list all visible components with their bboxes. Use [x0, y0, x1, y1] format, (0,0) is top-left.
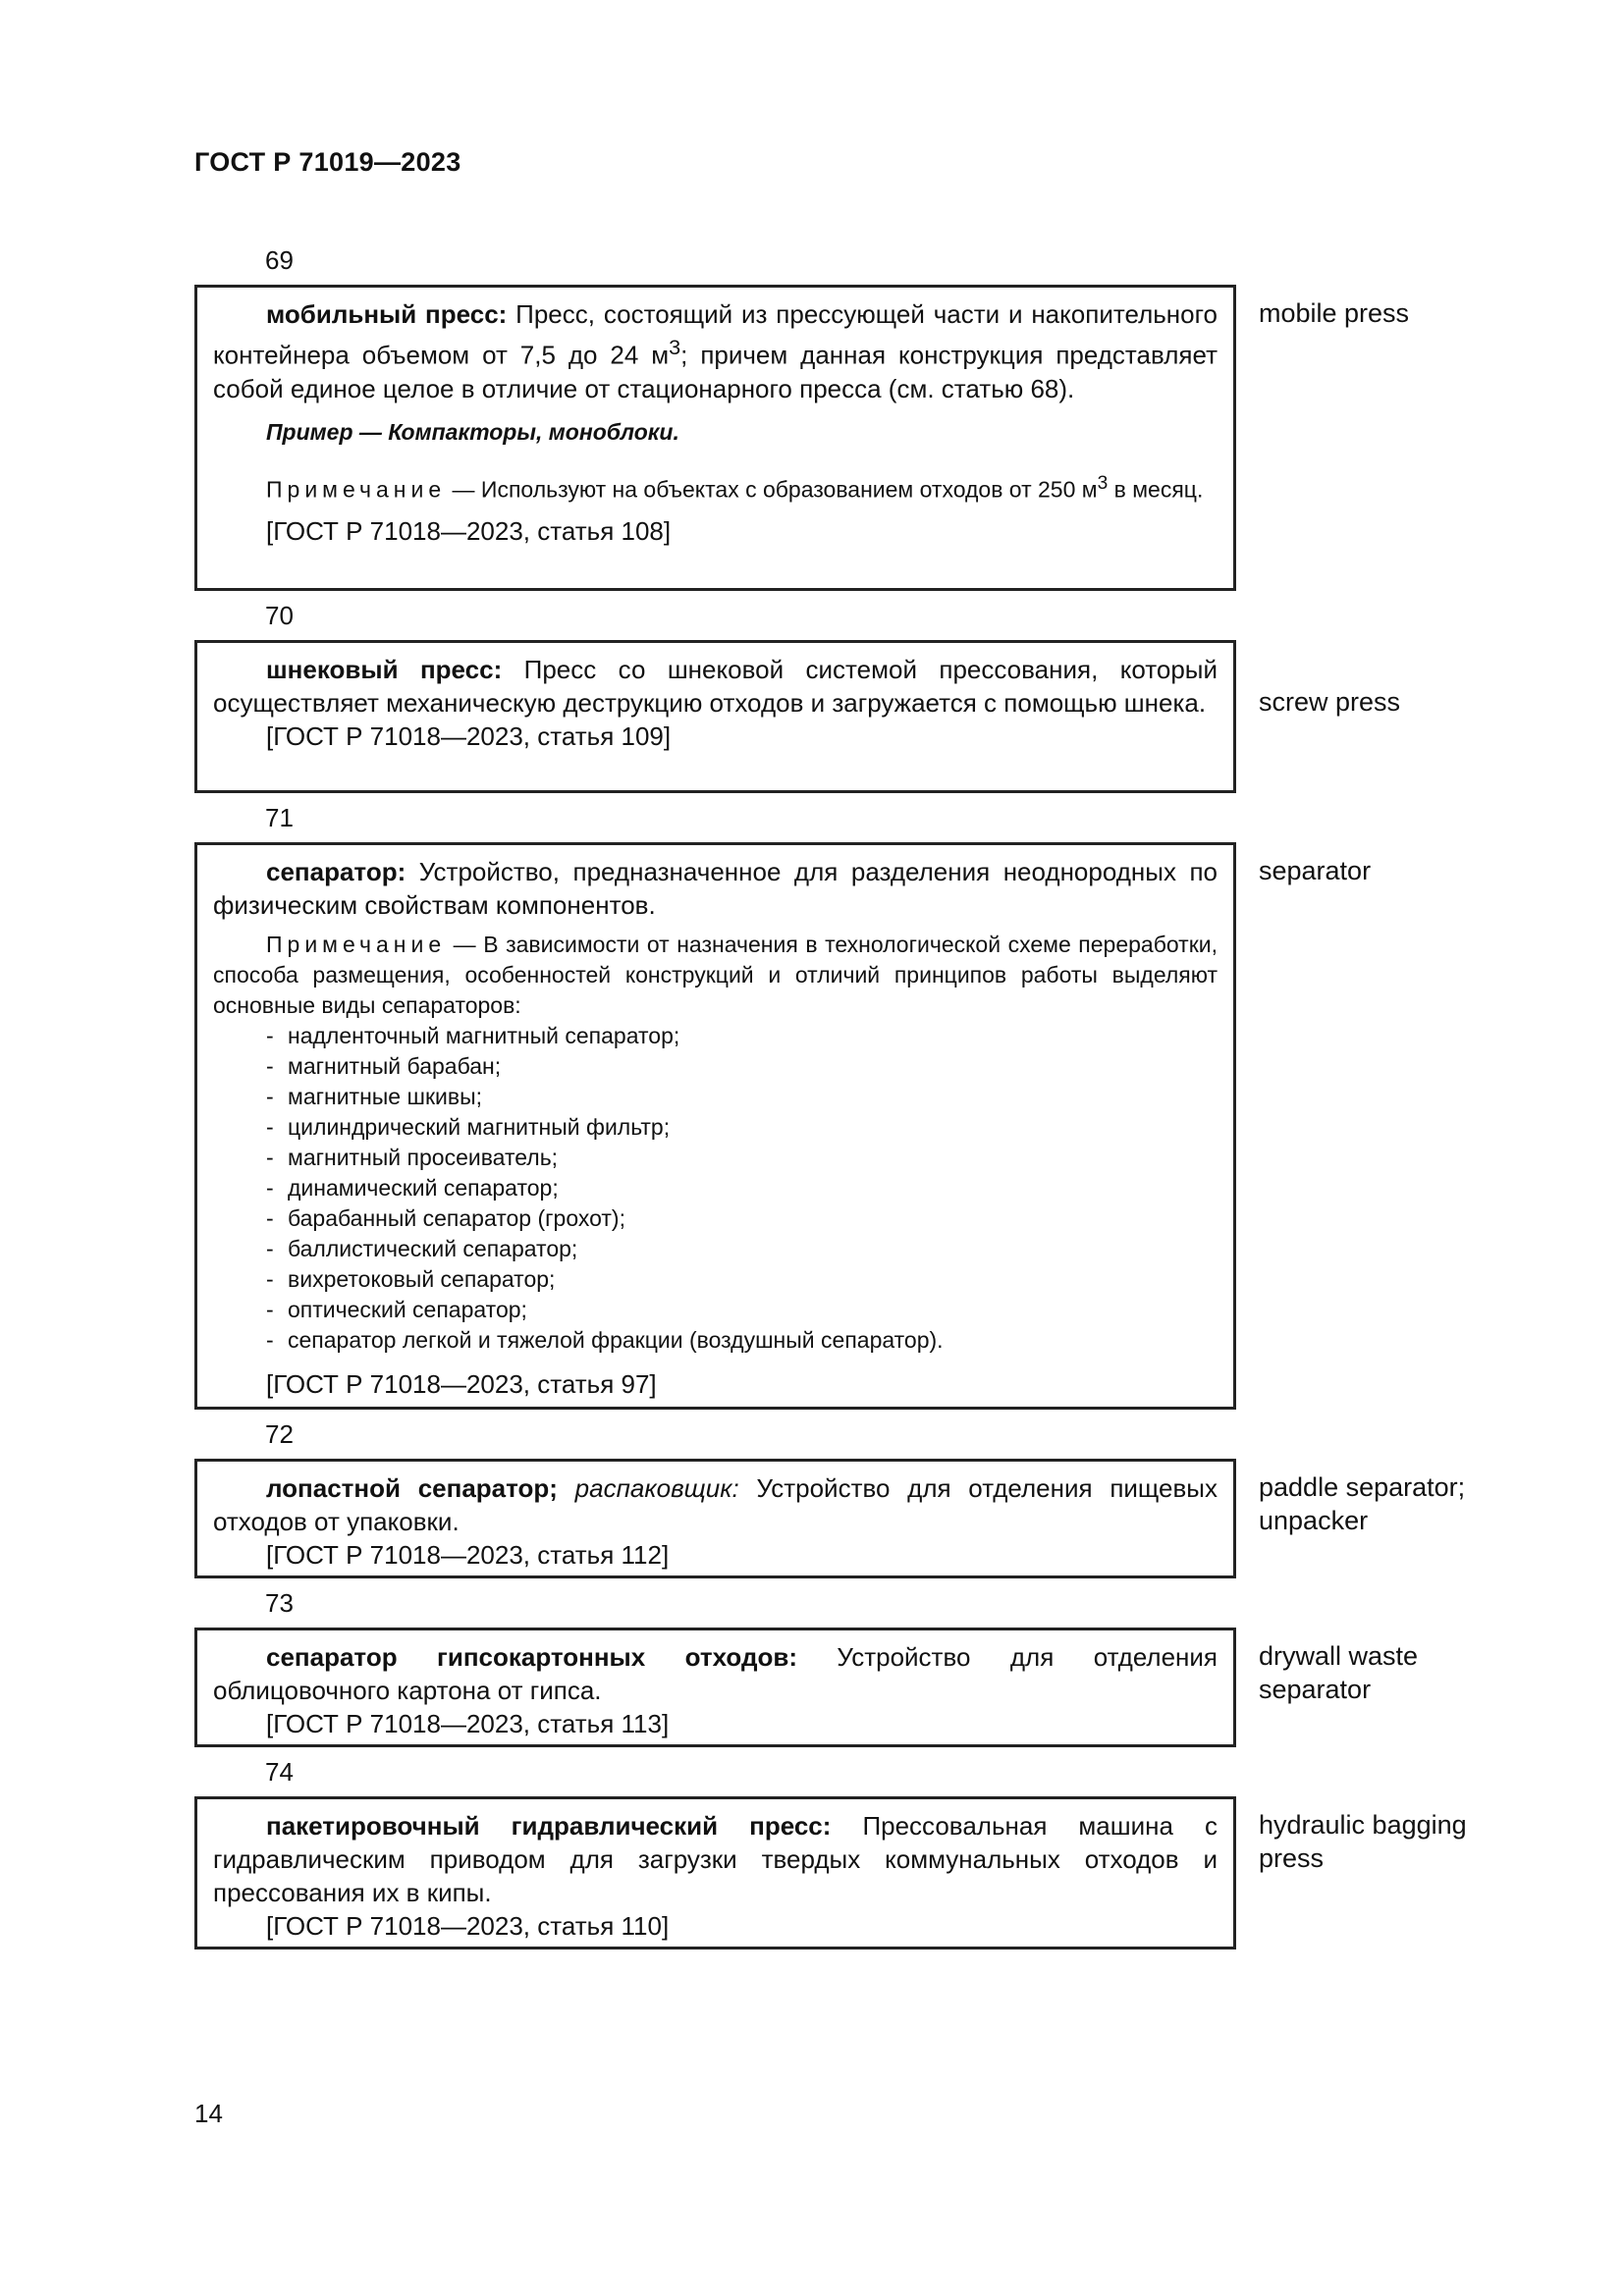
- term: сепаратор:: [266, 857, 406, 886]
- english-term: mobile press: [1259, 298, 1410, 328]
- term-box-69: [194, 285, 1236, 591]
- term: мобильный пресс:: [266, 299, 508, 329]
- list-item: - сепаратор легкой и тяжелой фракции (воздушный сепаратор).: [266, 1325, 1218, 1356]
- example: Пример — Компакторы, моноблоки.: [266, 418, 679, 445]
- english-term: paddle separator; unpacker: [1259, 1472, 1466, 1535]
- document-header: ГОСТ Р 71019—2023: [194, 147, 461, 177]
- list-item: - магнитные шкивы;: [266, 1082, 1218, 1112]
- definition: лопастной сепаратор; распаковщик: Устройство для отделения пищевых отходов от упаковки.: [213, 1473, 1218, 1536]
- list-item: - барабанный сепаратор (грохот);: [266, 1203, 1218, 1234]
- separator-types-list: [213, 1021, 1218, 1356]
- list-item: - динамический сепаратор;: [266, 1173, 1218, 1203]
- english-term: hydraulic bagging press: [1259, 1810, 1467, 1873]
- note: Примечание — Используют на объектах с образованием отходов от 250 $м^3$ в месяц.: [266, 472, 1204, 503]
- list-item: - магнитный барабан;: [266, 1051, 1218, 1082]
- definition: шнековый пресс: Пресс со шнековой системой прессования, который осуществляет механическую деструкцию отходов и загружается с помощью шнека.: [213, 655, 1218, 718]
- entry-number: 74: [265, 1757, 294, 1787]
- term-box-74: [194, 1796, 1236, 1949]
- reference: [ГОСТ Р 71018—2023, статья 113]: [266, 1709, 670, 1738]
- list-item: - магнитный просеиватель;: [266, 1143, 1218, 1173]
- note: Примечание — В зависимости от назначения в технологической схеме переработки, способа размещения, особенностей конструкций и отличий принципов работы выделяют основные виды сепараторов:: [213, 932, 1218, 1018]
- entry-number: 69: [265, 245, 294, 275]
- page-number: 14: [194, 2099, 223, 2128]
- reference: [ГОСТ Р 71018—2023, статья 109]: [266, 721, 672, 751]
- entry-number: 70: [265, 601, 294, 630]
- list-item: - баллистический сепаратор;: [266, 1234, 1218, 1264]
- entry-number: 71: [265, 803, 294, 832]
- term: пакетировочный гидравлический пресс:: [266, 1811, 832, 1841]
- term: сепаратор гипсокартонных отходов:: [266, 1642, 797, 1672]
- entry-number: 72: [265, 1419, 294, 1449]
- definition: пакетировочный гидравлический пресс: Прессовальная машина с гидравлическим приводом для загрузки твердых коммунальных отходов и прессования их в кипы.: [213, 1811, 1218, 1907]
- term: лопастной сепаратор;: [266, 1473, 558, 1503]
- list-item: - надленточный магнитный сепаратор;: [266, 1021, 1218, 1051]
- list-item: - вихретоковый сепаратор;: [266, 1264, 1218, 1295]
- entry-number: 73: [265, 1588, 294, 1618]
- reference: [ГОСТ Р 71018—2023, статья 110]: [266, 1911, 670, 1941]
- definition: сепаратор: Устройство, предназначенное для разделения неоднородных по физическим свойствам компонентов.: [213, 857, 1218, 920]
- reference: [ГОСТ Р 71018—2023, статья 108]: [266, 516, 672, 547]
- reference: [ГОСТ Р 71018—2023, статья 112]: [266, 1540, 670, 1570]
- term: шнековый пресс:: [266, 655, 503, 684]
- english-term: drywall waste separator: [1259, 1641, 1419, 1704]
- list-item: - оптический сепаратор;: [266, 1295, 1218, 1325]
- definition: мобильный пресс: Пресс, состоящий из прессующей части и накопительного контейнера объемом от 7,5 до 24 $м^3$; причем данная конструкция представляет собой единое целое в отличие от стационарного пресса (см. статью 68).: [213, 299, 1218, 403]
- definition: сепаратор гипсокартонных отходов: Устройство для отделения облицовочного картона от гипса.: [213, 1642, 1218, 1705]
- term-box-73: [194, 1628, 1236, 1747]
- reference: [ГОСТ Р 71018—2023, статья 97]: [266, 1369, 657, 1399]
- english-term: separator: [1259, 856, 1372, 885]
- english-term: screw press: [1259, 687, 1401, 717]
- term-box-70: [194, 640, 1236, 793]
- term-box-71: [194, 842, 1236, 1410]
- term-synonym: распаковщик:: [557, 1473, 739, 1503]
- list-item: - цилиндрический магнитный фильтр;: [266, 1112, 1218, 1143]
- term-box-72: [194, 1459, 1236, 1578]
